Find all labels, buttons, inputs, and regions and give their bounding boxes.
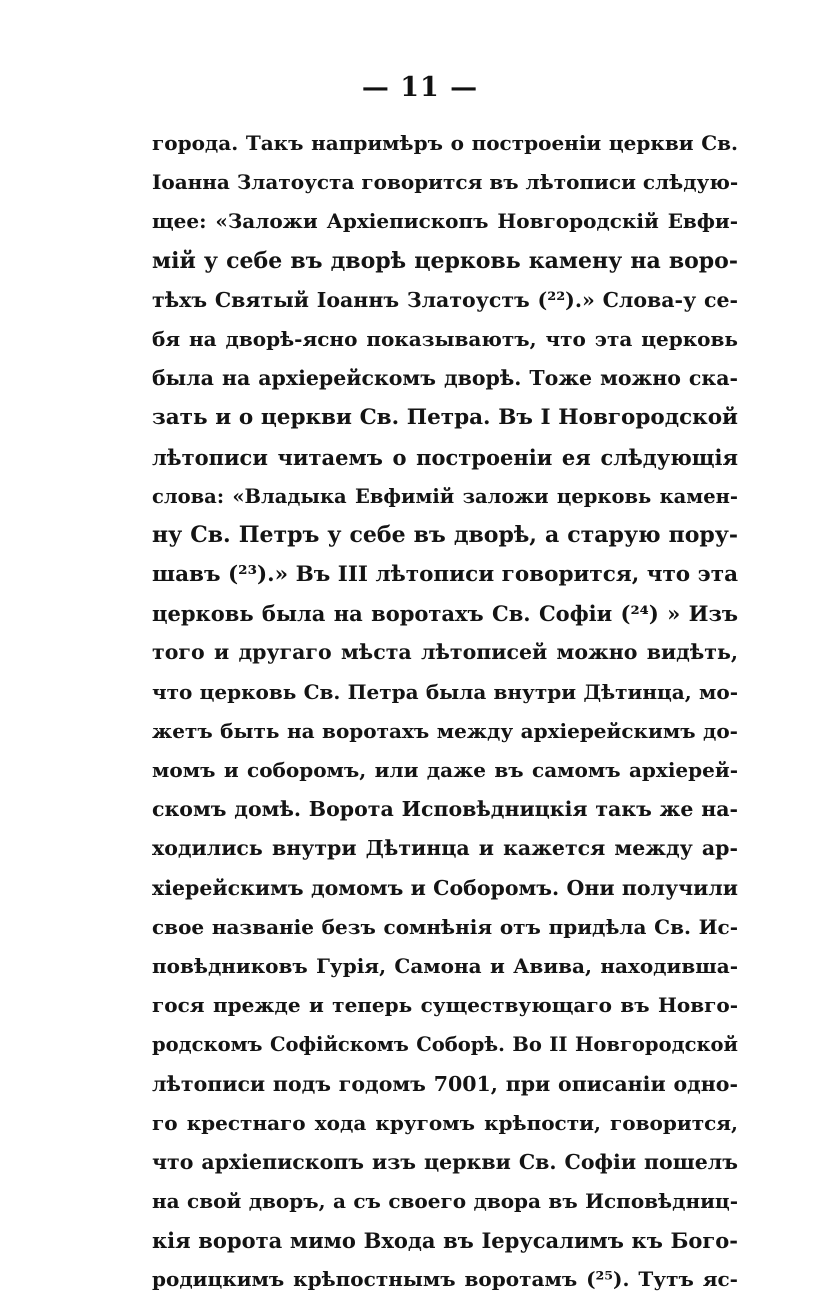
text-line: тѣхъ Святый Іоаннъ Златоустъ (²²).» Слова-у се-	[152, 287, 738, 312]
text-line: что церковь Св. Петра была внутри Дѣтинца, мо-	[152, 679, 738, 704]
text-line: церковь была на воротахъ Св. Софіи (²⁴) » Изъ	[152, 601, 738, 627]
text-line: кія ворота мимо Входа въ Іерусалимъ къ Бого-	[152, 1228, 738, 1254]
text-line: жетъ быть на воротахъ между архіерейскимъ до-	[152, 718, 738, 743]
text-line: лѣтописи подъ годомъ 7001, при описаніи одно-	[152, 1071, 738, 1096]
text-line: зать и о церкви Св. Петра. Въ I Новгородской	[152, 405, 738, 431]
text-line: родскомъ Софійскомъ Соборѣ. Во II Новгородской	[152, 1033, 738, 1057]
text-line: гося прежде и теперь существующаго въ Новго-	[152, 993, 738, 1018]
text-line: хіерейскимъ домомъ и Соборомъ. Они получили	[152, 875, 738, 900]
text-line: была на архіерейскомъ дворѣ. Тоже можно ска-	[152, 366, 738, 391]
text-line: ну Св. Петръ у себе въ дворѣ, а старую пору-	[152, 521, 738, 548]
text-line: на свой дворъ, а съ своего двора въ Исповѣдниц-	[152, 1189, 738, 1214]
text-line: Іоанна Златоуста говорится въ лѣтописи слѣдую-	[152, 170, 738, 195]
page-number: — 11 —	[361, 72, 479, 103]
text-line: что архіепископъ изъ церкви Св. Софіи пошелъ	[152, 1149, 738, 1174]
text-line: го крестнаго хода кругомъ крѣпости, говорится,	[152, 1110, 738, 1135]
text-line: ходились внутри Дѣтинца и кажется между ар-	[152, 836, 738, 861]
text-line: лѣтописи читаемъ о построеніи ея слѣдующія	[152, 444, 738, 470]
text-line: шавъ (²³).» Въ III лѣтописи говорится, что эта	[152, 562, 738, 588]
text-line: родицкимъ крѣпостнымъ воротамъ (²⁵). Тутъ яс-	[152, 1267, 738, 1292]
text-line: того и другаго мѣста лѣтописей можно видѣть,	[152, 640, 738, 665]
body-text	[152, 124, 738, 1300]
text-line: слова: «Владыка Евфимій заложи церковь камен-	[152, 484, 738, 508]
text-line: города. Такъ напримѣръ о построеніи церкви Св.	[152, 131, 738, 155]
text-line: мій у себе въ дворѣ церковь камену на воро-	[152, 247, 738, 274]
text-line: момъ и соборомъ, или даже въ самомъ архіерей-	[152, 758, 738, 782]
text-line: скомъ домѣ. Ворота Исповѣдницкія такъ же на-	[152, 797, 738, 822]
text-line: щее: «Заложи Архіепископъ Новгородскій Евфи-	[152, 209, 738, 234]
text-line: бя на дворѣ-ясно показываютъ, что эта церковь	[152, 326, 738, 351]
text-line: свое названіе безъ сомнѣнія отъ придѣла Св. Ис-	[152, 914, 738, 939]
text-line: повѣдниковъ Гурія, Самона и Авива, находивша-	[152, 953, 738, 978]
